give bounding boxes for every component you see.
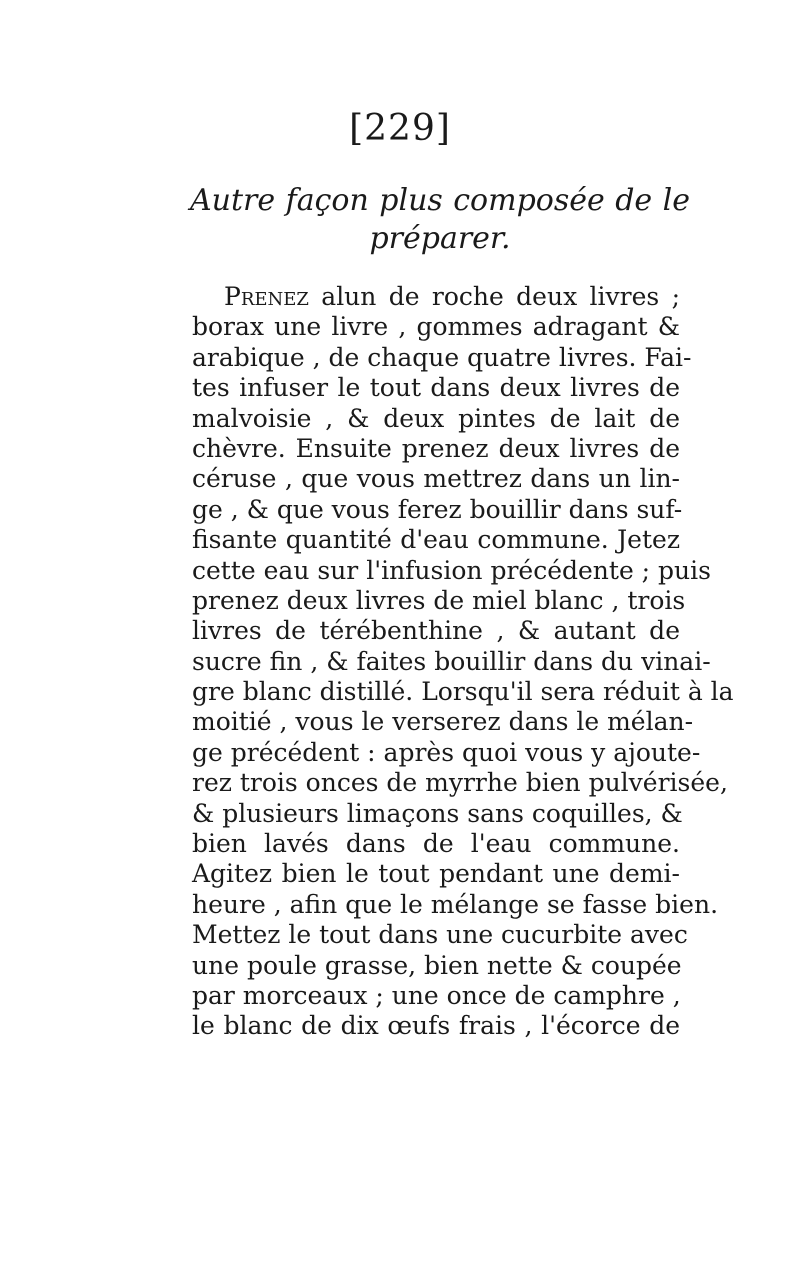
- drop-word: Prenez: [224, 282, 309, 311]
- text-line: cette eau sur l'infusion précédente ; puis: [192, 555, 711, 585]
- text-line: céruse , que vous mettrez dans un lin-: [192, 464, 680, 494]
- text-line: fisante quantité d'eau commune. Jetez: [192, 525, 680, 555]
- text-line: bien lavés dans de l'eau commune.: [192, 829, 680, 859]
- text-line: arabique , de chaque quatre livres. Fai-: [192, 342, 692, 372]
- text-line: malvoisie , & deux pintes de lait de: [192, 403, 680, 433]
- text-line: une poule grasse, bien nette & coupée: [192, 950, 682, 980]
- text-line: gre blanc distillé. Lorsqu'il sera réduit à la: [192, 677, 734, 707]
- text-line: ge , & que vous ferez bouillir dans suf-: [192, 494, 683, 524]
- text-line: Agitez bien le tout pendant une demi-: [192, 859, 680, 889]
- section-heading: [190, 182, 690, 258]
- text-line: rez trois onces de myrrhe bien pulvérisée,: [192, 768, 728, 798]
- text-line: & plusieurs limaçons sans coquilles, &: [192, 798, 683, 828]
- text-line: ge précédent : après quoi vous y ajoute-: [192, 737, 701, 767]
- heading-line-2: préparer.: [369, 221, 511, 256]
- page-number: [229]: [349, 108, 451, 149]
- text-line: [192, 282, 680, 312]
- text-line: livres de térébenthine , & autant de: [192, 616, 680, 646]
- text-line: par morceaux ; une once de camphre ,: [192, 980, 681, 1010]
- heading-line-1: Autre façon plus composée de le: [190, 183, 690, 218]
- body-paragraph: [192, 282, 734, 1042]
- text-line: borax une livre , gommes adragant &: [192, 312, 680, 342]
- text-line: chèvre. Ensuite prenez deux livres de: [192, 433, 680, 463]
- text-line: heure , afin que le mélange se fasse bien.: [192, 889, 719, 919]
- text-line: sucre fin , & faites bouillir dans du vinai-: [192, 646, 711, 676]
- text-line: prenez deux livres de miel blanc , trois: [192, 585, 686, 615]
- text-line: Mettez le tout dans une cucurbite avec: [192, 920, 688, 950]
- text-line: le blanc de dix œufs frais , l'écorce de: [192, 1011, 680, 1041]
- text-line-rest: alun de roche deux livres ;: [308, 282, 680, 311]
- text-line: moitié , vous le verserez dans le mélan-: [192, 707, 694, 737]
- text-line: tes infuser le tout dans deux livres de: [192, 373, 680, 403]
